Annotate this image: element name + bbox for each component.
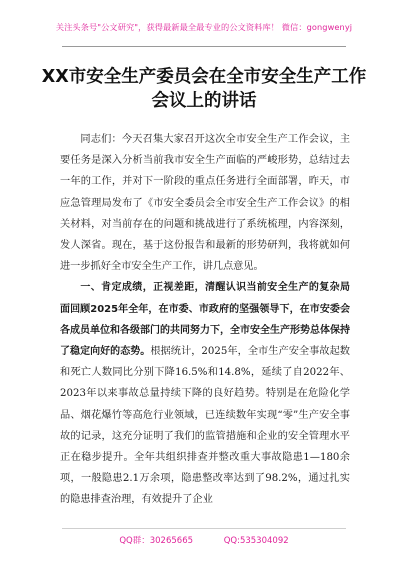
document-body (60, 129, 350, 511)
document-title: XX市安全生产委员会在全市安全生产工作会议上的讲话 (41, 67, 367, 111)
footer-qq-group: QQ群：30265665 (119, 536, 194, 546)
footer-divider (62, 528, 346, 529)
section-heading: 一、肯定成绩，正视差距，清醒认识当前安全生产的复杂局面回顾2025年全年，在市委、市政府的坚强领导下，在市安委会各成员单位和各级部门的共同努力下，全市安全生产形势总体保持了稳定向好的态势。 (60, 282, 350, 358)
footer (0, 534, 408, 546)
intro-text: 今天召集大家召开这次全市安全生产工作会议，主要任务是深入分析当前我市安全生产面临的严峻形势，总结过去一年的工作，并对下一阶段的重点任务进行全面部署，昨天，市应急管理局发布了《市安全委员会全市安全生产工作会议》的相关材料，对当前存在的问题和挑战进行了系统梳理，内容深刻，发人深省。现在，基于这份报告和最新的形势研判，我将就如何进一步抓好全市安全生产工作，讲几点意见。 (60, 134, 351, 273)
footer-qq: QQ:535304092 (223, 536, 289, 546)
paragraph-section-one (60, 277, 350, 510)
top-divider (62, 46, 346, 47)
top-banner: 关注头条号"公文研究"，获得最新最全最专业的公文资料库！ 微信：gongwenyj (55, 22, 353, 32)
section-text: 根据统计，2025年，全市生产安全事故起数和死亡人数同比分别下降16.5%和14.8%，延续了自2022年、2023年以来事故总量持续下降的良好趋势。特别是在危险化学品、烟花爆竹等高危行业领域，已连续数年实现“零”生产安全事故的记录，这充分证明了我们的监管措施和企业的安全管理水平正在稳步提升。全年共组织排查并整改重大事故隐患1—180余项，一般隐患2.1万余项，隐患整改率达到了98.2%，通过扎实的隐患排查治理，有效提升了企业 (60, 346, 350, 506)
paragraph-intro (60, 129, 350, 277)
salutation: 同志们： (80, 134, 122, 145)
